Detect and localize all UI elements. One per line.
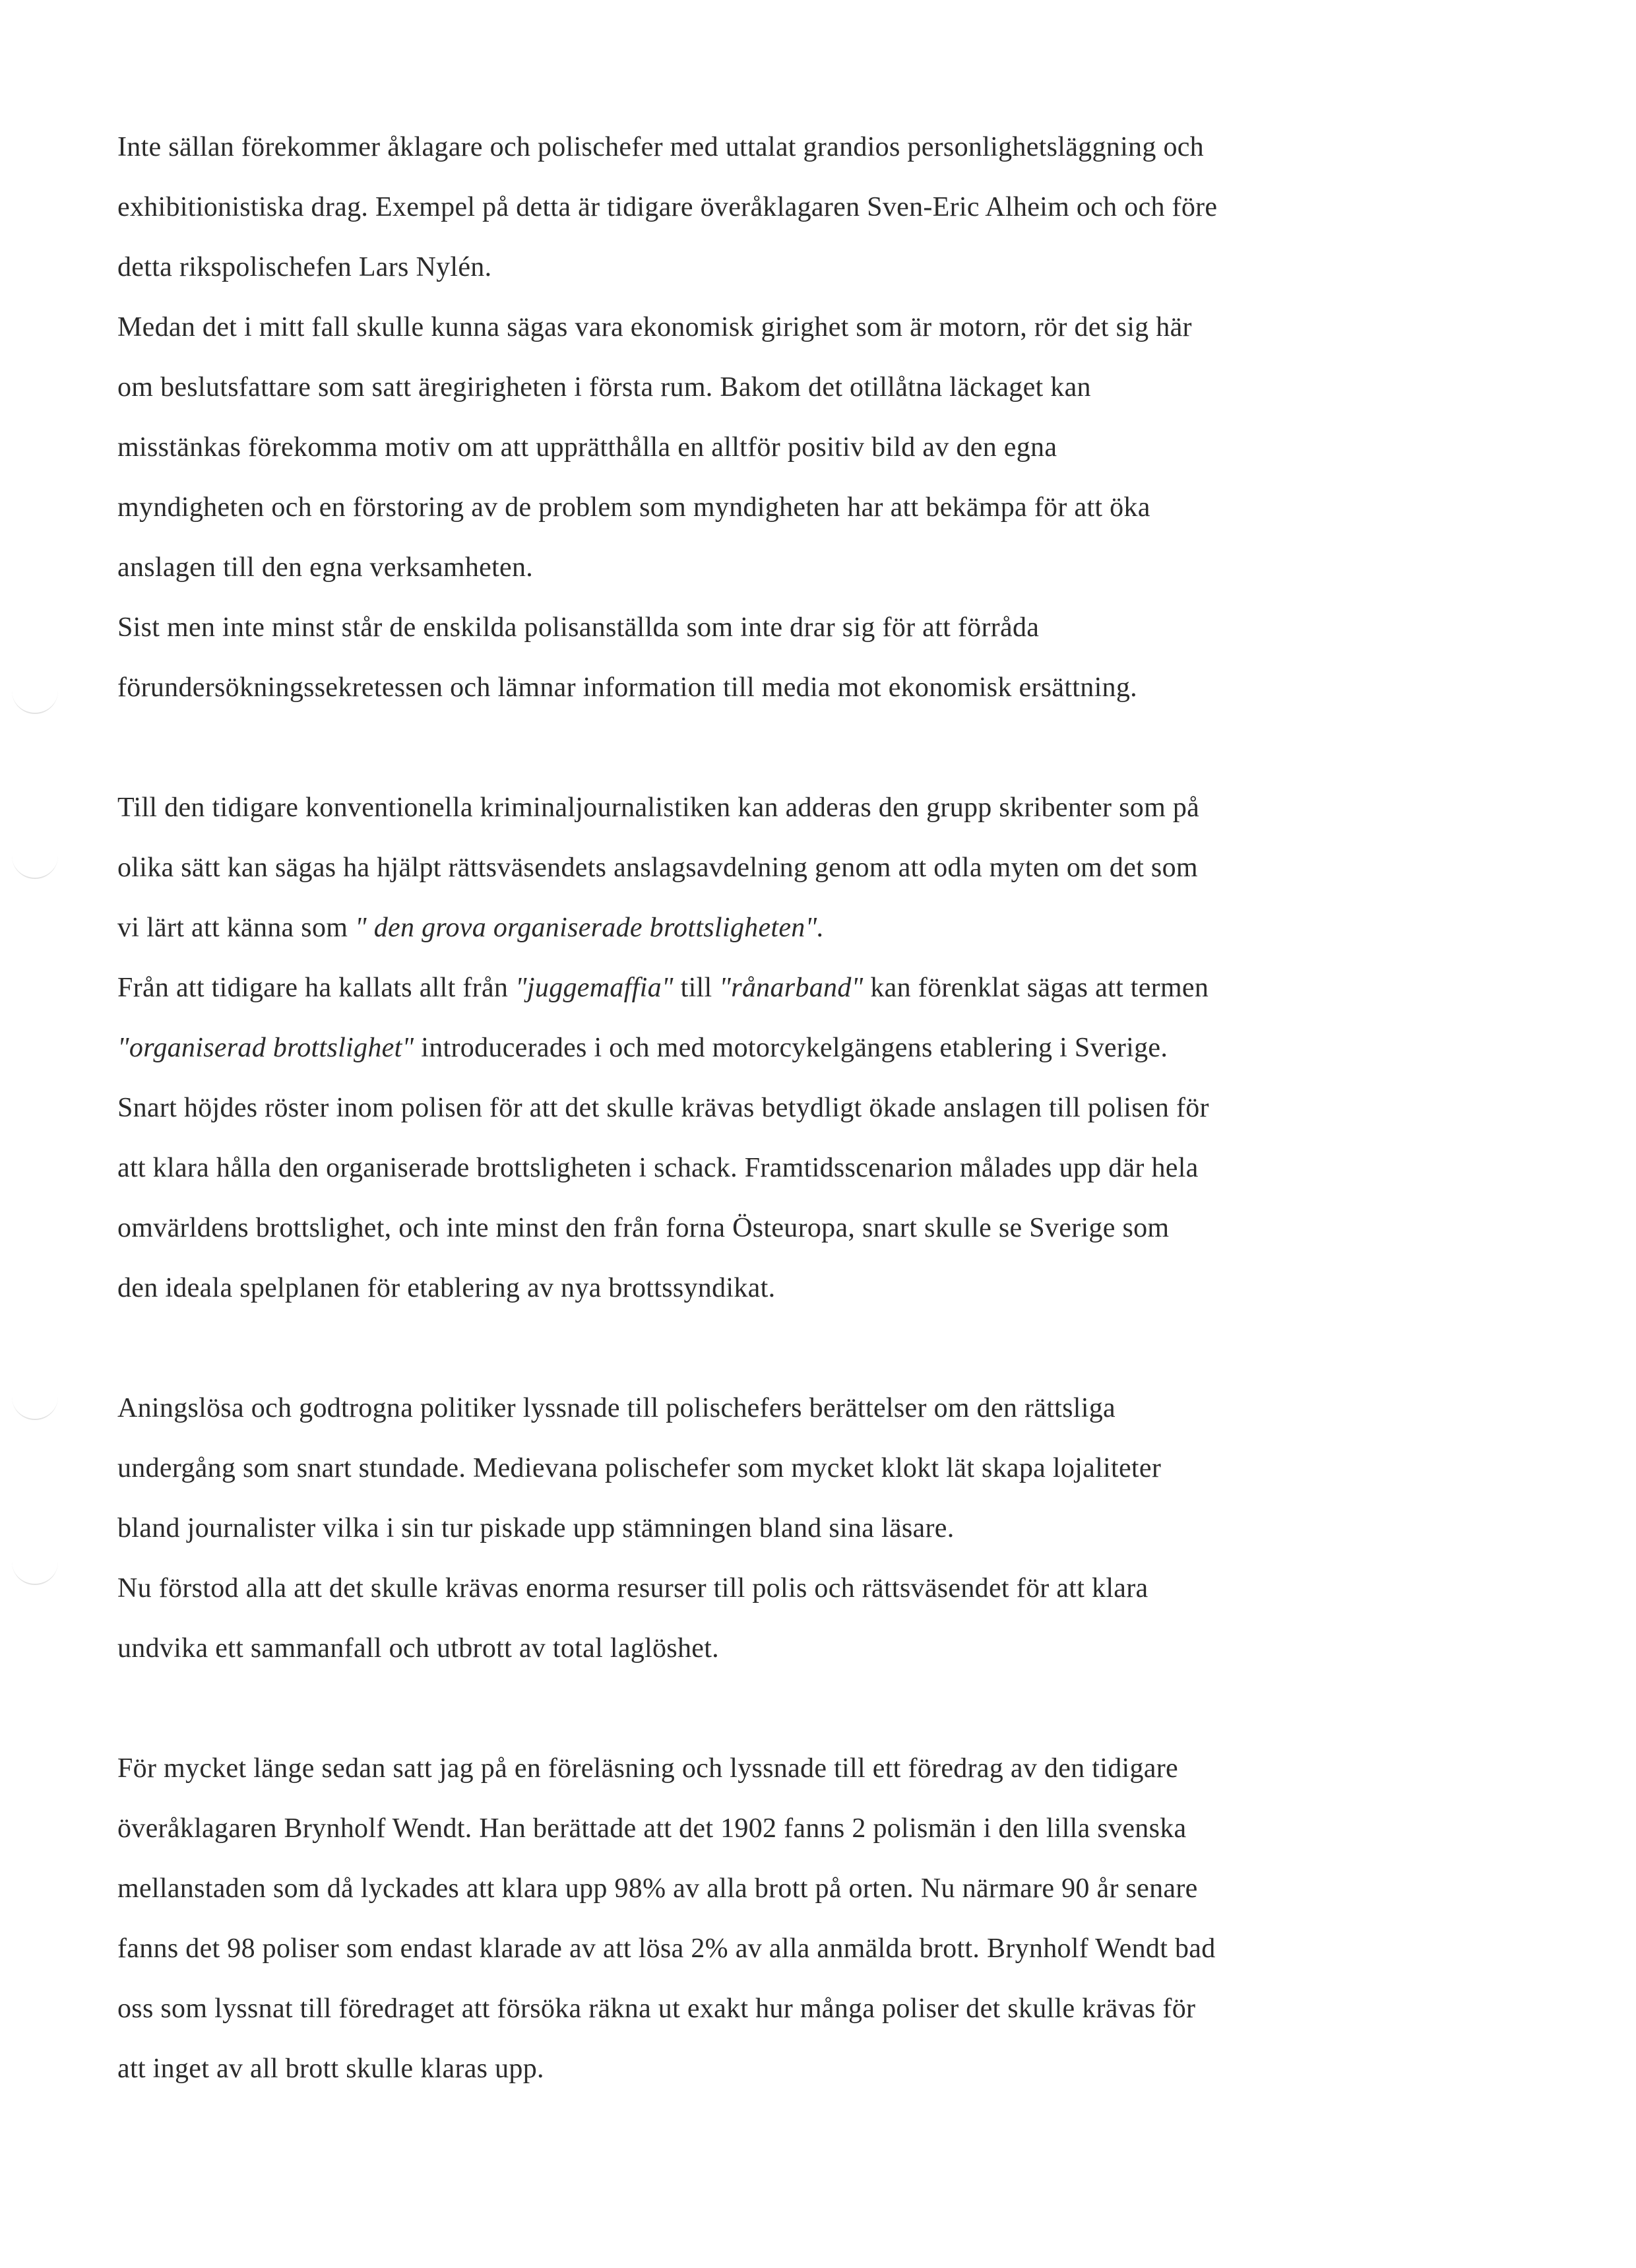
italic-term: "juggemaffia" xyxy=(515,973,674,1003)
paragraph xyxy=(117,1739,1457,2099)
text-span: kan förenklat sägas att termen xyxy=(863,973,1209,1003)
text-line: fanns det 98 poliser som endast klarade av att lösa 2% av alla anmälda brott. Brynholf Wendt bad xyxy=(117,1933,1216,1964)
punch-hole-mark xyxy=(12,1392,58,1420)
text-line: Inte sällan förekommer åklagare och polischefer med uttalat grandios personlighetsläggning och xyxy=(117,132,1204,162)
text-line: undergång som snart stundade. Medievana polischefer som mycket klokt lät skapa lojaliteter xyxy=(117,1453,1162,1483)
text-line: bland journalister vilka i sin tur piskade upp stämningen bland sina läsare. xyxy=(117,1513,955,1543)
paragraph xyxy=(117,298,1457,598)
text-line: oss som lyssnat till föredraget att försöka räkna ut exakt hur många poliser det skulle krävas för xyxy=(117,1993,1196,2024)
paragraph-gap xyxy=(117,1679,1457,1739)
punch-hole-mark xyxy=(12,1557,58,1585)
italic-quote: " den grova organiserade brottsligheten". xyxy=(355,913,825,943)
italic-term: "rånarband" xyxy=(719,973,864,1003)
text-line: Medan det i mitt fall skulle kunna sägas vara ekonomisk girighet som är motorn, rör det sig här xyxy=(117,312,1192,342)
paragraph xyxy=(117,958,1457,1318)
text-line: myndigheten och en förstoring av de problem som myndigheten har att bekämpa för att öka xyxy=(117,492,1150,523)
text-line: överåklagaren Brynholf Wendt. Han berättade att det 1902 fanns 2 polismän i den lilla svenska xyxy=(117,1813,1187,1844)
paragraph xyxy=(117,1378,1457,1679)
paragraph xyxy=(117,778,1457,958)
text-line xyxy=(117,1018,1457,1078)
text-span: Från att tidigare ha kallats allt från xyxy=(117,973,515,1003)
text-line: Till den tidigare konventionella kriminaljournalistiken kan adderas den grupp skribenter som på xyxy=(117,793,1200,823)
italic-term: "organiserad brottslighet" xyxy=(117,1033,414,1063)
document-text xyxy=(117,117,1457,2099)
text-line: undvika ett sammanfall och utbrott av total laglöshet. xyxy=(117,1633,719,1664)
text-line: om beslutsfattare som satt äregirigheten i första rum. Bakom det otillåtna läckaget kan xyxy=(117,372,1091,403)
text-span: introducerades i och med motorcykelgängens etablering i Sverige. xyxy=(414,1033,1168,1063)
text-line: detta rikspolischefen Lars Nylén. xyxy=(117,252,492,282)
paragraph-gap xyxy=(117,718,1457,778)
text-line: olika sätt kan sägas ha hjälpt rättsväsendets anslagsavdelning genom att odla myten om det som xyxy=(117,853,1198,883)
paragraph xyxy=(117,117,1457,298)
paragraph-gap xyxy=(117,1318,1457,1378)
text-span: vi lärt att känna som xyxy=(117,913,356,943)
text-line: förundersökningssekretessen och lämnar information till media mot ekonomisk ersättning. xyxy=(117,672,1137,703)
punch-hole-mark xyxy=(12,851,58,879)
text-line: exhibitionistiska drag. Exempel på detta är tidigare överåklagaren Sven-Eric Alheim och och före xyxy=(117,192,1218,222)
text-span: till xyxy=(673,973,720,1003)
text-line: Sist men inte minst står de enskilda polisanställda som inte drar sig för att förråda xyxy=(117,612,1040,643)
text-line: mellanstaden som då lyckades att klara upp 98% av alla brott på orten. Nu närmare 90 år senare xyxy=(117,1873,1198,1904)
text-line: Snart höjdes röster inom polisen för att det skulle krävas betydligt ökade anslagen till polisen för xyxy=(117,1093,1209,1123)
text-line: misstänkas förekomma motiv om att upprätthålla en alltför positiv bild av den egna xyxy=(117,432,1057,463)
text-line xyxy=(117,898,1457,958)
text-line: Aningslösa och godtrogna politiker lyssnade till polischefers berättelser om den rättsliga xyxy=(117,1393,1116,1423)
text-line: att inget av all brott skulle klaras upp. xyxy=(117,2054,544,2084)
text-line: För mycket länge sedan satt jag på en föreläsning och lyssnade till ett föredrag av den tidigare xyxy=(117,1753,1178,1784)
text-line: Nu förstod alla att det skulle krävas enorma resurser till polis och rättsväsendet för att klara xyxy=(117,1573,1148,1604)
paragraph xyxy=(117,598,1457,718)
text-line: anslagen till den egna verksamheten. xyxy=(117,552,534,583)
text-line: den ideala spelplanen för etablering av nya brottssyndikat. xyxy=(117,1273,776,1303)
punch-hole-mark xyxy=(12,686,58,714)
text-line xyxy=(117,958,1457,1018)
text-line: att klara hålla den organiserade brottsligheten i schack. Framtidsscenarion målades upp där hela xyxy=(117,1153,1199,1183)
text-line: omvärldens brottslighet, och inte minst den från forna Östeuropa, snart skulle se Sverige som xyxy=(117,1213,1170,1243)
